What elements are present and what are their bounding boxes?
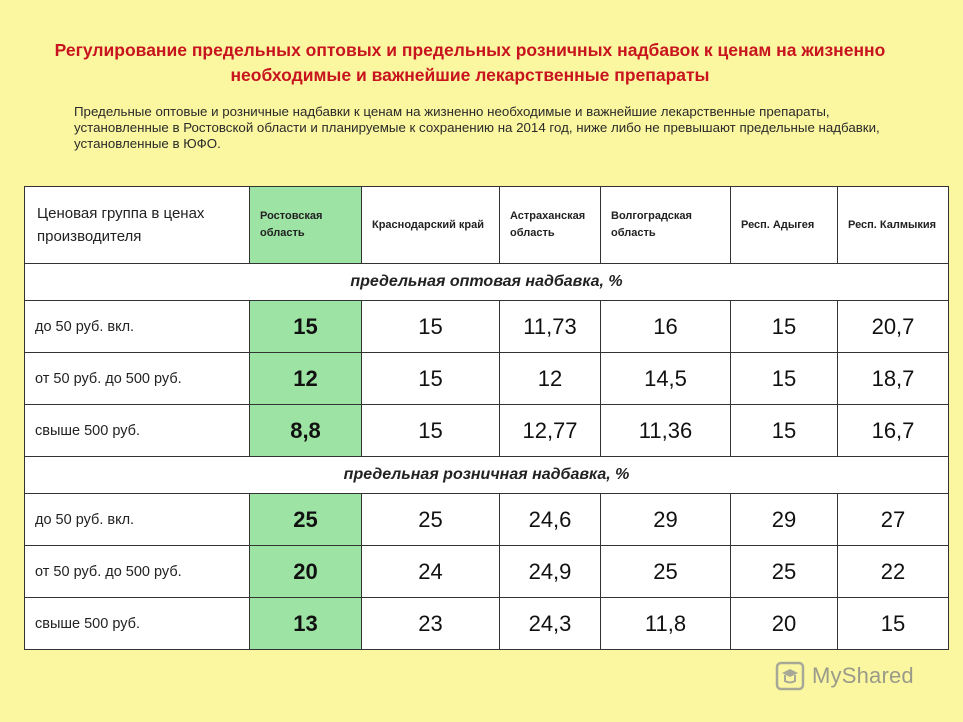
page-title: Регулирование предельных оптовых и предельных розничных надбавок к ценам на жизненно необходимые и важнейшие лекарственные препараты (54, 40, 886, 85)
markup-value: 24,9 (500, 546, 601, 598)
markup-value: 20 (250, 546, 362, 598)
markup-value: 25 (362, 494, 500, 546)
markup-value: 12,77 (500, 405, 601, 457)
markup-value: 25 (250, 494, 362, 546)
table-row (25, 598, 949, 650)
markup-value: 16 (601, 301, 731, 353)
markup-value: 16,7 (838, 405, 949, 457)
markup-value: 25 (731, 546, 838, 598)
section-title: предельная розничная надбавка, % (25, 457, 949, 494)
markup-value: 22 (838, 546, 949, 598)
table-row (25, 494, 949, 546)
markup-value: 15 (362, 405, 500, 457)
page-subtitle: Предельные оптовые и розничные надбавки к ценам на жизненно необходимые и важнейшие лекарственные препараты, установленные в Ростовской области и планируемые к сохранению на 2014 год, ниже либо не превышают предельные надбавки, установленные в ЮФО. (74, 104, 880, 151)
markup-table (24, 186, 949, 650)
price-group-label: свыше 500 руб. (25, 598, 250, 650)
price-group-label: до 50 руб. вкл. (25, 494, 250, 546)
markup-value: 20,7 (838, 301, 949, 353)
region-header: Астраханская область (500, 187, 601, 264)
markup-value: 23 (362, 598, 500, 650)
section-header-row (25, 264, 949, 301)
table-row (25, 546, 949, 598)
markup-value: 15 (731, 301, 838, 353)
markup-value: 8,8 (250, 405, 362, 457)
markup-value: 11,8 (601, 598, 731, 650)
markup-value: 18,7 (838, 353, 949, 405)
markup-value: 15 (250, 301, 362, 353)
price-group-label: свыше 500 руб. (25, 405, 250, 457)
table-header-row (25, 187, 949, 264)
table-row (25, 353, 949, 405)
table-row (25, 301, 949, 353)
markup-value: 15 (731, 405, 838, 457)
markup-value: 29 (601, 494, 731, 546)
markup-value: 20 (731, 598, 838, 650)
region-header: Волгоградская область (601, 187, 731, 264)
watermark-logo (774, 658, 914, 694)
section-title: предельная оптовая надбавка, % (25, 264, 949, 301)
region-header: Краснодарский край (362, 187, 500, 264)
price-group-label: от 50 руб. до 500 руб. (25, 546, 250, 598)
region-header: Ростовская область (250, 187, 362, 264)
markup-value: 12 (250, 353, 362, 405)
mortarboard-icon (774, 660, 806, 692)
region-header: Респ. Калмыкия (838, 187, 949, 264)
markup-value: 11,36 (601, 405, 731, 457)
markup-value: 13 (250, 598, 362, 650)
markup-value: 27 (838, 494, 949, 546)
markup-value: 24,3 (500, 598, 601, 650)
table-row (25, 405, 949, 457)
markup-value: 25 (601, 546, 731, 598)
markup-value: 11,73 (500, 301, 601, 353)
price-group-label: до 50 руб. вкл. (25, 301, 250, 353)
markup-value: 15 (362, 301, 500, 353)
section-header-row (25, 457, 949, 494)
markup-value: 24 (362, 546, 500, 598)
markup-value: 15 (838, 598, 949, 650)
region-header: Респ. Адыгея (731, 187, 838, 264)
price-group-label: от 50 руб. до 500 руб. (25, 353, 250, 405)
markup-value: 15 (362, 353, 500, 405)
markup-value: 12 (500, 353, 601, 405)
markup-value: 15 (731, 353, 838, 405)
markup-value: 24,6 (500, 494, 601, 546)
watermark-text: MyShared (812, 663, 914, 688)
markup-value: 29 (731, 494, 838, 546)
price-group-header: Ценовая группа в ценах производителя (25, 187, 250, 264)
markup-value: 14,5 (601, 353, 731, 405)
